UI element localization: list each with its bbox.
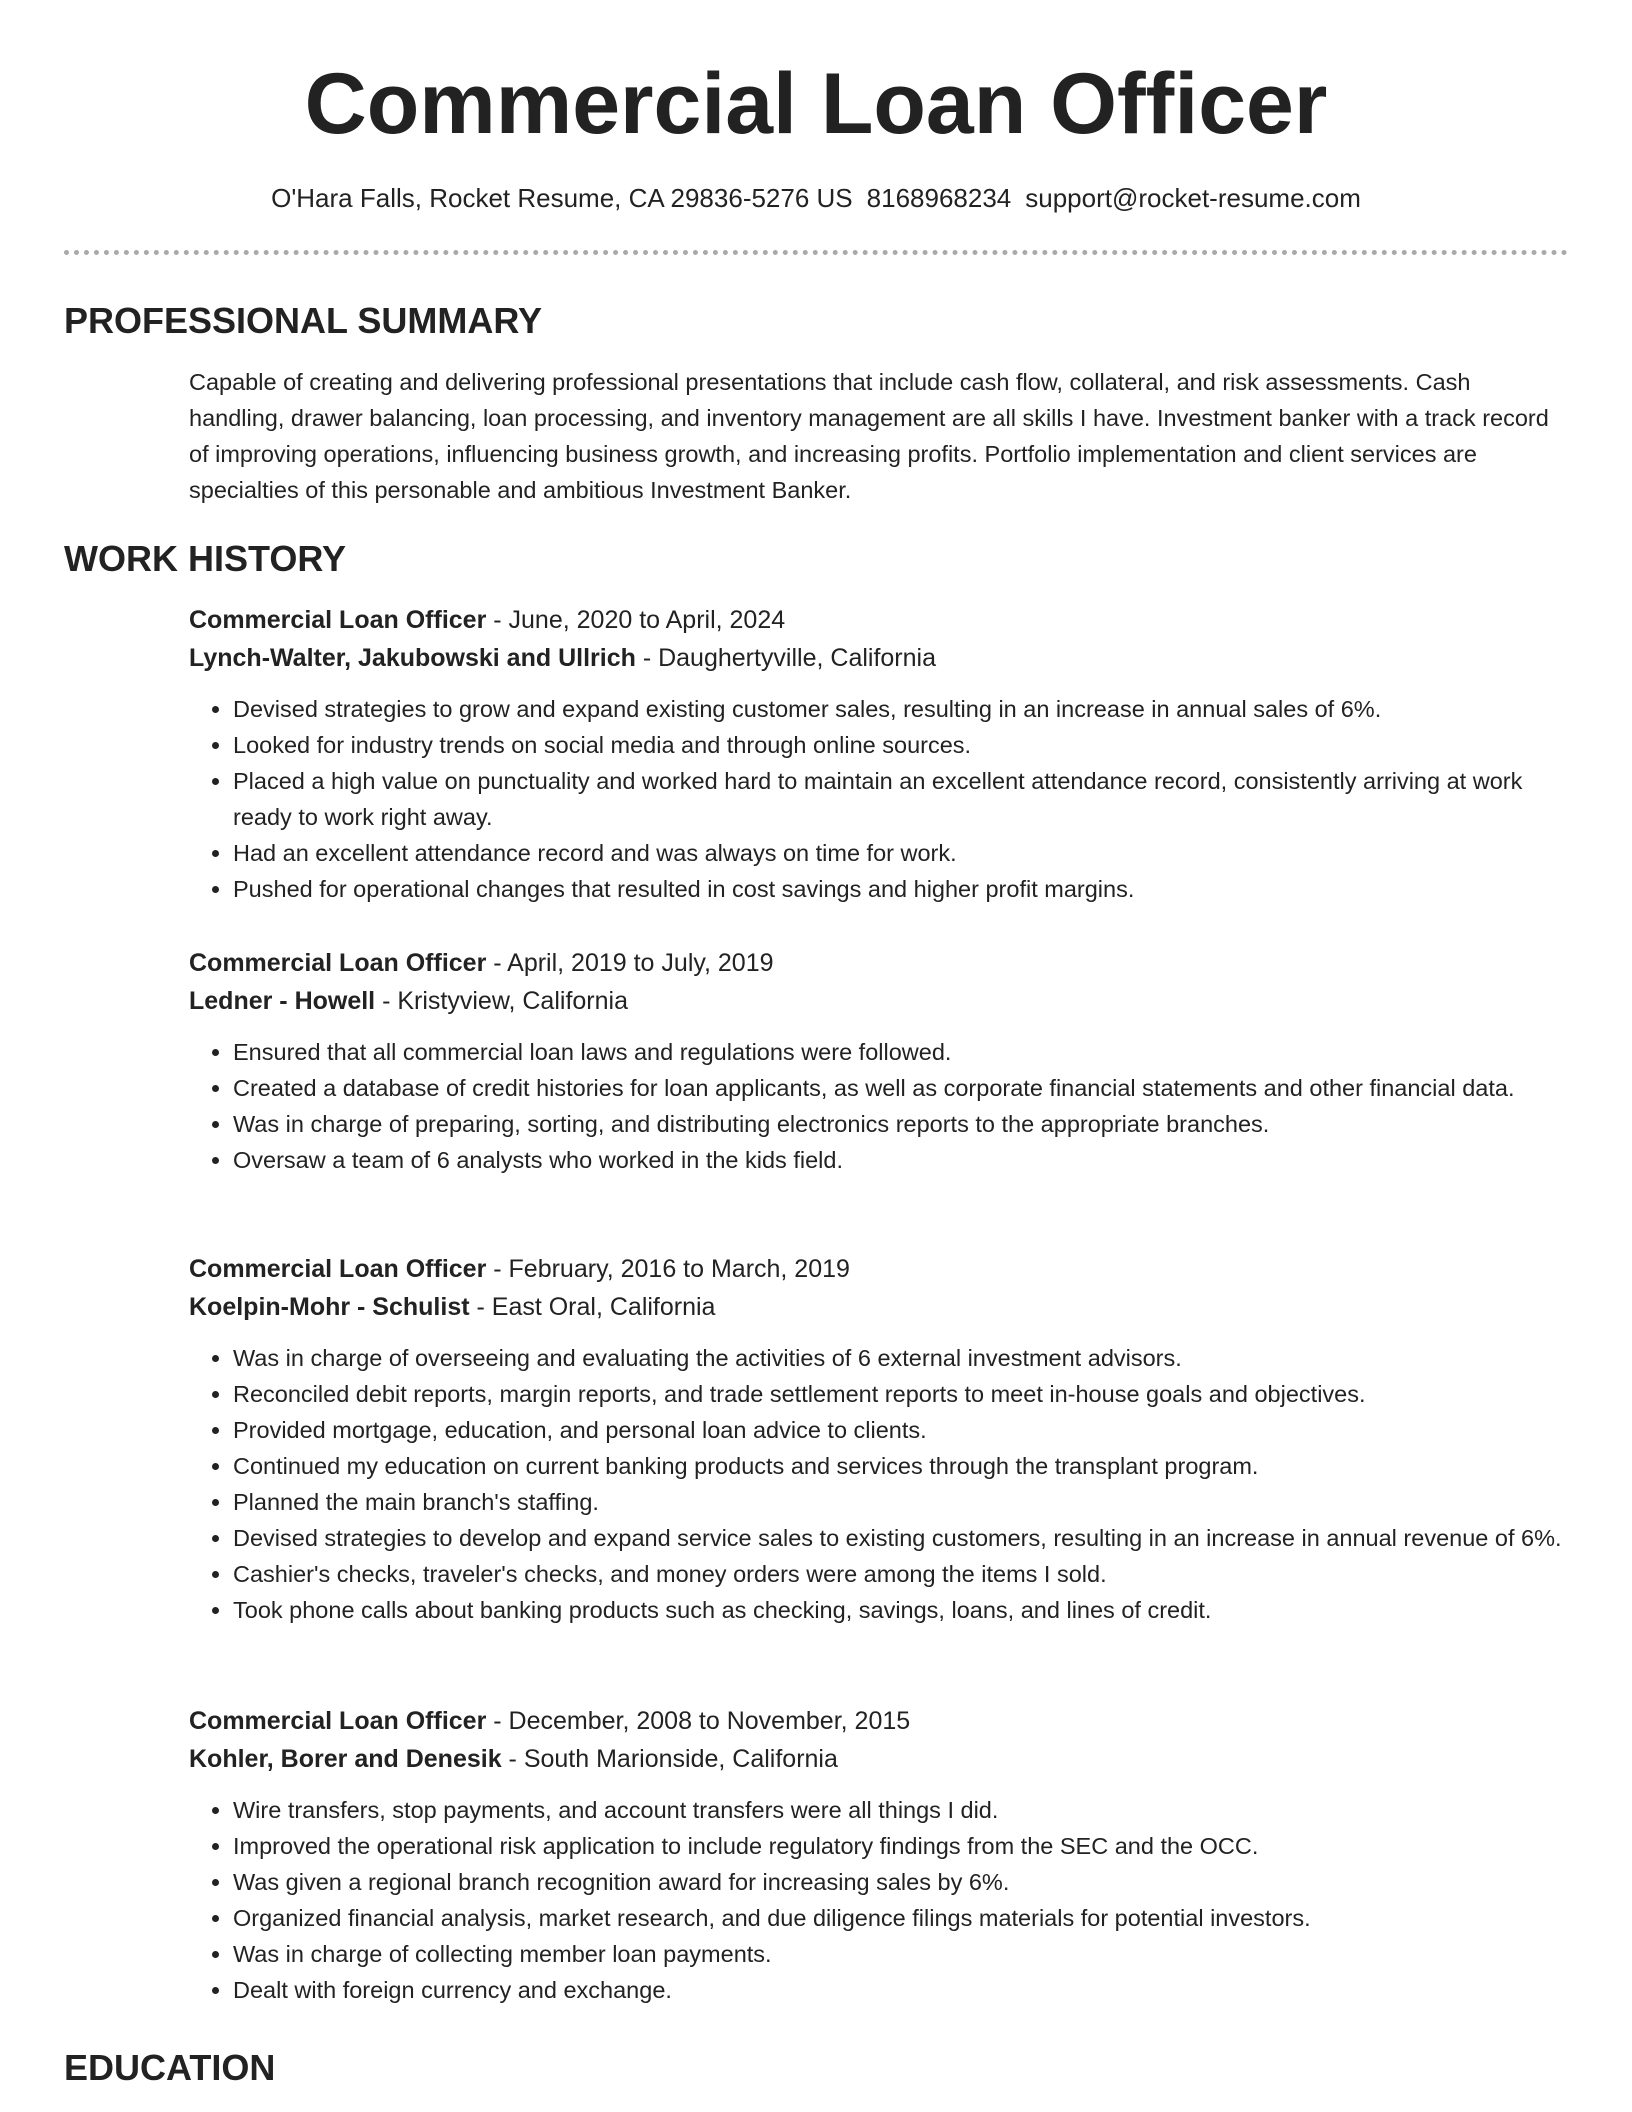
summary-text: Capable of creating and delivering professional presentations that include cash flow, collateral, and risk assessments. Cash handling, drawer balancing, loan processing, and inventory management are all skills I have. Investment banker with a track record of improving operations, influencing business growth, and increasing profits. Portfolio implementation and client services are specialties of this personable and ambitious Investment Banker. [189, 369, 1549, 503]
job-bullet: • Was in charge of preparing, sorting, and distributing electronics reports to the appropriate branches. [233, 1106, 1564, 1142]
job-bullet: • Pushed for operational changes that resulted in cost savings and higher profit margins. [233, 871, 1564, 907]
job-dates: - February, 2016 to March, 2019 [486, 1255, 850, 1283]
job-bullet: • Oversaw a team of 6 analysts who worked in the kids field. [233, 1142, 1564, 1178]
job-company-line [189, 982, 1564, 1020]
job-bullet: • Had an excellent attendance record and was always on time for work. [233, 835, 1564, 871]
job-bullet: • Was in charge of overseeing and evaluating the activities of 6 external investment advisors. [233, 1340, 1564, 1376]
job-bullet: • Dealt with foreign currency and exchange. [233, 1972, 1564, 2008]
job-dates: - June, 2020 to April, 2024 [486, 606, 786, 634]
job-title-line [189, 601, 1564, 639]
job-company-line [189, 1288, 1564, 1326]
job-entry [189, 944, 1564, 1178]
job-bullet: • Ensured that all commercial loan laws and regulations were followed. [233, 1034, 1564, 1070]
job-bullet: • Wire transfers, stop payments, and account transfers were all things I did. [233, 1792, 1564, 1828]
contact-address: O'Hara Falls, Rocket Resume, CA 29836-5276 US [271, 183, 853, 213]
section-title-work-history: WORK HISTORY [64, 538, 347, 579]
job-entry [189, 1250, 1564, 1628]
job-bullet: • Devised strategies to develop and expand service sales to existing customers, resulting in an increase in annual revenue of 6%. [233, 1520, 1564, 1556]
job-bullet: • Was given a regional branch recognition award for increasing sales by 6%. [233, 1864, 1564, 1900]
job-bullet: • Took phone calls about banking products such as checking, savings, loans, and lines of credit. [233, 1592, 1564, 1628]
job-entry [189, 1702, 1564, 2008]
job-bullet: • Planned the main branch's staffing. [233, 1484, 1564, 1520]
job-bullet: • Continued my education on current banking products and services through the transplant program. [233, 1448, 1564, 1484]
job-bullet: • Was in charge of collecting member loan payments. [233, 1936, 1564, 1972]
job-bullet: • Created a database of credit histories for loan applicants, as well as corporate financial statements and other financial data. [233, 1070, 1564, 1106]
job-entry [189, 601, 1564, 907]
job-bullet: • Cashier's checks, traveler's checks, and money orders were among the items I sold. [233, 1556, 1564, 1592]
job-bullet: • Looked for industry trends on social media and through online sources. [233, 727, 1564, 763]
job-title-line [189, 1250, 1564, 1288]
job-dates: - April, 2019 to July, 2019 [486, 949, 774, 977]
contact-line [0, 180, 1632, 216]
job-title-line [189, 944, 1564, 982]
job-company: Koelpin-Mohr - Schulist [189, 1293, 470, 1321]
job-company-line [189, 639, 1564, 677]
job-role: Commercial Loan Officer [189, 1707, 487, 1735]
job-bullet: • Organized financial analysis, market research, and due diligence filings materials for potential investors. [233, 1900, 1564, 1936]
job-bullet: • Placed a high value on punctuality and worked hard to maintain an excellent attendance record, consistently arriving at work ready to work right away. [233, 763, 1564, 835]
candidate-name: Commercial Loan Officer [304, 56, 1328, 152]
job-title-line [189, 1702, 1564, 1740]
job-location: - East Oral, California [469, 1293, 716, 1321]
job-bullet: • Provided mortgage, education, and personal loan advice to clients. [233, 1412, 1564, 1448]
job-bullet: • Improved the operational risk application to include regulatory findings from the SEC and the OCC. [233, 1828, 1564, 1864]
job-location: - Daughertyville, California [635, 644, 936, 672]
job-role: Commercial Loan Officer [189, 949, 487, 977]
job-bullet: • Reconciled debit reports, margin reports, and trade settlement reports to meet in-house goals and objectives. [233, 1376, 1564, 1412]
job-location: - Kristyview, California [375, 987, 628, 1015]
job-bullet-list [189, 1792, 1564, 2008]
job-role: Commercial Loan Officer [189, 606, 487, 634]
job-company: Ledner - Howell [189, 987, 376, 1015]
section-title-professional-summary: PROFESSIONAL SUMMARY [64, 300, 543, 341]
job-bullet-list [189, 1340, 1564, 1628]
job-company-line [189, 1740, 1564, 1778]
job-role: Commercial Loan Officer [189, 1255, 487, 1283]
contact-email: support@rocket-resume.com [1025, 183, 1361, 213]
section-title-education: EDUCATION [64, 2047, 276, 2088]
job-company: Lynch-Walter, Jakubowski and Ullrich [189, 644, 636, 672]
job-bullet-list [189, 1034, 1564, 1178]
header-divider [64, 250, 1568, 255]
job-bullet: • Devised strategies to grow and expand existing customer sales, resulting in an increase in annual sales of 6%. [233, 691, 1564, 727]
job-location: - South Marionside, California [501, 1745, 838, 1773]
job-bullet-list [189, 691, 1564, 907]
job-company: Kohler, Borer and Denesik [189, 1745, 502, 1773]
job-dates: - December, 2008 to November, 2015 [486, 1707, 911, 1735]
contact-phone: 8168968234 [866, 183, 1012, 213]
